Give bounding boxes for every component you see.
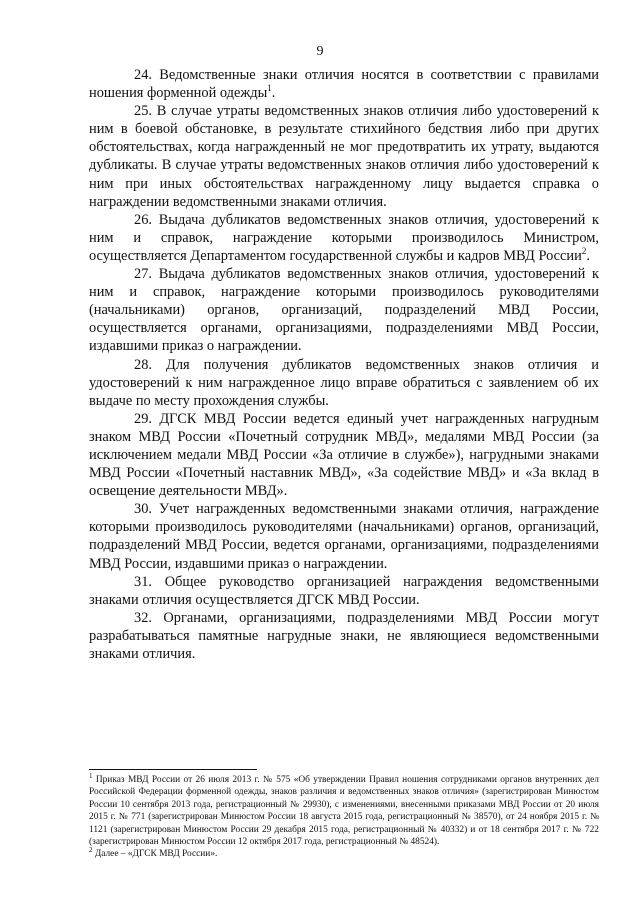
- footnote-1: $^1$ Приказ МВД России от 26 июля 2013 г. № 575 «Об утверждении Правил ношения сотрудниками органов внутренних дел Российской Федерации форменной одежды, знаков различия и ведомственных знаков отличия» (зарегистрирован Минюстом России 10 сентября 2013 года, регистрационный № 29930), с изменениями, внесенными приказами МВД России от 20 июля 2015 г. № 771 (зарегистрирован Минюстом России 18 августа 2015 года, регистрационный № 38570), от 24 ноября 2015 г. № 1121 (зарегистрирован Минюстом России 29 декабря 2015 года, регистрационный № 40332) и от 18 сентября 2017 г. № 722 (зарегистрирован Минюстом России 12 октября 2017 года, регистрационный № 48524).: [89, 771, 599, 848]
- footnote-2: $^2$ Далее – «ДГСК МВД России».: [89, 846, 218, 860]
- paragraph-31: 31. Общее руководство организацией награждения ведомственными знаками отличия осуществляется ДГСК МВД России.: [89, 573, 599, 608]
- paragraph-26: 26. Выдача дубликатов ведомственных знаков отличия, удостоверений к ним и справок, награждение которыми производилось Министром, осуществляется Департаментом государственной службы и кадров МВД России$^2$.: [89, 211, 599, 264]
- paragraph-30: 30. Учет награжденных ведомственными знаками отличия, награждение которыми производилось руководителями (начальниками) органов, организаций, подразделений МВД России, ведется органами, организациями, подразделениями МВД России, издавшими приказ о награждении.: [89, 501, 599, 572]
- paragraph-27: 27. Выдача дубликатов ведомственных знаков отличия, удостоверений к ним и справок, награждение которыми производилось руководителями (начальниками) органов, организаций, подразделений МВД России, осуществляется органами, организациями, подразделениями МВД России, издавшими приказ о награждении.: [89, 266, 599, 355]
- body-text: [89, 66, 599, 663]
- footnote-ref-1: 1: [267, 83, 272, 94]
- footnotes: [89, 771, 599, 861]
- paragraph-28: 28. Для получения дубликатов ведомственных знаков отличия и удостоверений к ним награжденное лицо вправе обратиться с заявлением об их выдаче по месту прохождения службы.: [89, 356, 599, 409]
- paragraph-24: 24. Ведомственные знаки отличия носятся в соответствии с правилами ношения форменной одежды$^1$.: [89, 67, 599, 102]
- paragraph-25: 25. В случае утраты ведомственных знаков отличия либо удостоверений к ним в боевой обстановке, в результате стихийного бедствия либо при других обстоятельствах, когда награжденный не мог предотвратить их утрату, выдаются дубликаты. В случае утраты ведомственных знаков отличия либо удостоверений к ним при иных обстоятельствах награжденному лицу выдается справка о награждении ведомственными знаками отличия.: [89, 103, 599, 210]
- footnote-ref-2: 2: [581, 246, 587, 257]
- paragraph-32: 32. Органами, организациями, подразделениями МВД России могут разрабатываться памятные нагрудные знаки, не являющиеся ведомственными знаками отличия.: [89, 609, 599, 662]
- footnote-divider: [89, 769, 257, 770]
- paragraph-29: 29. ДГСК МВД России ведется единый учет награжденных нагрудным знаком МВД России «Почетный сотрудник МВД», медалями МВД России (за исключением медали МВД России «За отличие в службе»), нагрудными знаками МВД России «Почетный наставник МВД», «За содействие МВД» и «За вклад в освещение деятельности МВД».: [89, 410, 599, 500]
- page-number: 9: [316, 44, 324, 59]
